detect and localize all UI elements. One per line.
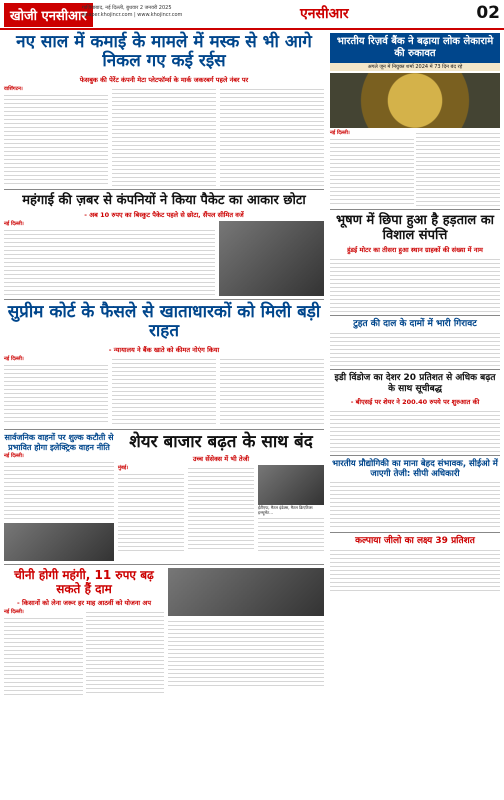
story6-text <box>4 615 83 695</box>
divider <box>4 189 324 190</box>
story4-byline: नई दिल्ली। <box>4 453 24 459</box>
r5-headline: इडी विंडोज का देशर 20 प्रतिशत से अधिक बढ़त के साथ सूचीबद्ध <box>334 373 496 394</box>
story2-deck: - अब 10 रुपए का बिस्कुट पैकेट पहले से छोटा, सैंपल सीमित वजें <box>84 211 244 219</box>
r6-headline: भारतीय प्रौद्योगिकी का माना बेहद संभावक, सीईओ में जाएगी तेजी: सीपी अधिकारी <box>332 459 498 479</box>
market-photo <box>258 465 324 505</box>
row-bottom <box>4 568 324 695</box>
divider <box>4 564 324 565</box>
r7-text <box>330 547 500 593</box>
divider <box>4 299 324 300</box>
story6-byline: नई दिल्ली। <box>4 609 24 615</box>
r1-headline: भारतीय रिज़र्व बैंक ने बढ़ाया लोक लेकारामे की रुकावत <box>330 33 500 63</box>
page-number: 02 <box>476 3 500 23</box>
story1-deck: फेसबुक की पेरेंट कंपनी मेटा प्लेटफॉर्म्स के मार्क जकरबर्ग पहले नंबर पर <box>79 76 249 84</box>
story1-text-2 <box>112 86 216 186</box>
story5-byline: मुंबई। <box>118 465 129 471</box>
r5-text <box>330 408 500 452</box>
story1-text-3 <box>220 86 324 186</box>
story3-text-2 <box>112 356 216 426</box>
story5-text <box>118 471 184 551</box>
r3-deck: हुंडई मोटर का तीसरा हुआ स्थान ग्राहकों की संख्या में नाम <box>347 246 483 254</box>
row-lower <box>4 433 324 561</box>
r3-text <box>330 256 500 312</box>
story1-byline: वाशिंगटन। <box>4 86 23 92</box>
story3-text <box>4 362 108 425</box>
divider <box>330 455 500 456</box>
story1-text <box>4 92 108 184</box>
divider <box>330 209 500 210</box>
r7-headline: कल्पाया जीलो का लक्ष्य 39 प्रतिशत <box>355 536 475 546</box>
divider <box>330 532 500 533</box>
photo-caption: ईटीएफ, मैटल इंडेक्स, मैटल क्रिएटिव्स इन्स्ट्रुमेंट... <box>258 505 313 515</box>
r1-text <box>330 136 414 206</box>
r3-headline: भूषण में छिपा हुआ है हड़ताल का विशाल संपत्ति <box>335 213 495 243</box>
r6-text <box>330 479 500 529</box>
right-column <box>330 33 500 593</box>
story2-byline: नई दिल्ली। <box>4 221 24 227</box>
story5-deck: उच्च सेंसेक्स में भी तेजी <box>192 455 250 463</box>
r4-text <box>330 330 500 366</box>
story4-photo <box>4 523 114 561</box>
section-title: एनसीआर <box>300 6 349 22</box>
story6-text-3 <box>168 618 324 686</box>
story2-photo <box>219 221 324 296</box>
story3-headline: सुप्रीम कोर्ट के फैसले से खाताधारकों को मिली बड़ी राहत <box>7 302 321 341</box>
rbi-emblem-photo <box>330 73 500 128</box>
divider <box>4 429 324 430</box>
r1-tag: अगले जून में नियुक्त शर्मा 2024 में 73 दिन बंद रहे <box>330 63 500 71</box>
divider <box>330 315 500 316</box>
divider <box>330 369 500 370</box>
story5-headline: शेयर बाजार बढ़त के साथ बंद <box>129 432 313 452</box>
r1-byline: नई दिल्ली। <box>330 130 350 136</box>
r4-headline: टुहत की दाल के दामों में भारी गिरावट <box>353 319 477 329</box>
story6-deck: - किसानों को लेना जरूर हर माह आठवीं को योजना अप <box>16 599 152 607</box>
story3-byline: नई दिल्ली। <box>4 356 24 362</box>
story3-body <box>4 356 324 426</box>
story3-deck: - न्यायालय ने बैंक खाते को कीमत नोएंग किया <box>108 346 220 354</box>
story2-body <box>4 221 324 296</box>
story5-text-3 <box>258 515 324 551</box>
story4-text <box>4 459 114 521</box>
story2-text <box>4 227 215 295</box>
sugar-photo <box>168 568 324 616</box>
r1-text-2 <box>416 130 500 206</box>
story2-headline: महंगाई की ज़बर से कंपनियों ने किया पैकेट का आकार छोटा <box>22 193 306 208</box>
story3-text-3 <box>220 356 324 426</box>
story5-text-2 <box>188 465 254 551</box>
story6-text-2 <box>86 609 165 695</box>
masthead <box>0 0 504 30</box>
story1-headline: नए साल में कमाई के मामले में मस्क से भी आगे निकल गए कई रईस <box>16 32 312 71</box>
masthead-meta: गाज़ियाबाद, नई दिल्ली, बुधवार 2 जनवरी 2025 epaper.khojincr.com | www.khojincr.com <box>82 5 183 18</box>
story4-headline: सार्वजनिक वाहनों पर शुल्क कटौती से प्रभावित होगा इलेक्ट्रिक वाहन नीति <box>4 433 114 452</box>
left-column <box>4 33 324 695</box>
masthead-logo: खोजी एनसीआर <box>4 3 93 27</box>
r5-deck: - बीएसई पर शेयर ने 200.40 रुपये पर शुरुआत की <box>350 398 480 406</box>
story6-headline: चीनी होगी महंगी, 11 रुपए बढ़ सकते हैं दाम <box>14 568 154 596</box>
story1-body <box>4 86 324 186</box>
